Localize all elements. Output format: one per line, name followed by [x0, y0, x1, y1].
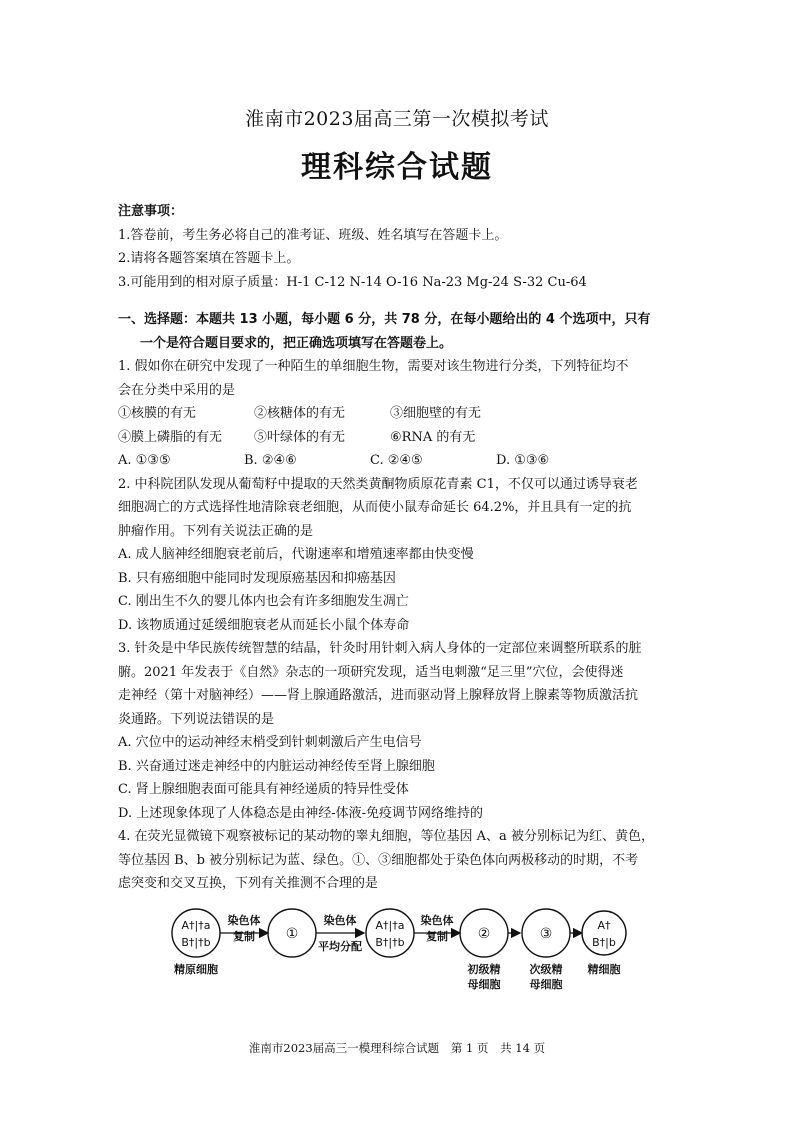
- arrow2-label-top: 染色体: [323, 914, 357, 927]
- sperm-cell: [582, 911, 626, 976]
- arrow3-label-bottom: 复制: [426, 930, 448, 943]
- q1-options: [118, 449, 678, 473]
- section-heading-cont: 一个是符合题目要求的，把正确选项填写在答题卷上。: [140, 335, 453, 351]
- q3-stem: 炎通路。下列说法错误的是: [118, 711, 275, 727]
- page-footer: [0, 1040, 794, 1056]
- cell3-genes-bottom: B†|†b: [375, 936, 405, 949]
- cell1-genes-bottom: B†|†b: [181, 936, 211, 949]
- secondary-spermatocyte: [522, 909, 570, 991]
- q2-option-d: D. 该物质通过延缓细胞衰老从而延长小鼠个体寿命: [118, 617, 410, 633]
- q1-stem: 1. 假如你在研究中发现了一种陌生的单细胞生物，需要对该生物进行分类，下列特征均不: [118, 359, 629, 374]
- q1-features-row: [118, 402, 678, 426]
- cell3-genes-top: A†|†a: [375, 919, 405, 932]
- q3-option-d: D. 上述现象体现了人体稳态是由神经-体液-免疫调节网络维持的: [118, 805, 484, 821]
- q1-option-d: D. ①③⑥: [496, 453, 550, 468]
- cell-1: [268, 909, 316, 957]
- q1-feature: ②核糖体的有无: [254, 406, 346, 421]
- notice-item: 3.可能用到的相对原子质量：H-1 C-12 N-14 O-16 Na-23 Mg-24 S-32 Cu-64: [118, 274, 587, 290]
- q2-option-b: B. 只有癌细胞中能同时发现原癌基因和抑癌基因: [118, 570, 396, 586]
- q1-feature: ④膜上磷脂的有无: [118, 429, 223, 445]
- q1-option-c: C. ②④⑤: [370, 453, 423, 468]
- q4-stem: 4. 在荧光显微镜下观察被标记的某动物的睾丸细胞，等位基因 A、a 被分别标记为红、黄色，: [118, 829, 654, 844]
- cell-2-number: ②: [477, 926, 491, 942]
- exam-title: 淮南市2023届高三第一次模拟考试: [245, 108, 549, 130]
- q1-feature: ⑤叶绿体的有无: [254, 429, 346, 445]
- cell1-label: 精原细胞: [174, 963, 218, 976]
- q2-stem: 2. 中科院团队发现从葡萄籽中提取的天然类黄酮物质原花青素 C1，不仅可以通过诱导衰老: [118, 476, 638, 492]
- arrow1-label-top: 染色体: [227, 914, 261, 927]
- cell-last-genes-top: A†: [597, 919, 611, 932]
- cell-1-number: ①: [285, 926, 299, 942]
- q3-stem: 3. 针灸是中华民族传统智慧的结晶，针灸时用针刺入病人身体的一定部位来调整所联系的脏: [118, 641, 642, 656]
- q3-stem: 腑。2021 年发表于《自然》杂志的一项研究发现，适当电刺激“足三里”穴位，会使得迷: [118, 664, 624, 680]
- footer-total: 共 14 页: [500, 1041, 546, 1055]
- q2-option-c: C. 刚出生不久的婴儿体内也会有许多细胞发生凋亡: [118, 594, 409, 609]
- q1-feature: ⑥RNA 的有无: [390, 429, 476, 445]
- q2-stem: 细胞凋亡的方式选择性地清除衰老细胞，从而使小鼠寿命延长 64.2%，并且具有一定的抗: [118, 500, 632, 515]
- cell-last-label: 精细胞: [587, 963, 621, 976]
- footer-title: 淮南市2023届高三一模理科综合试题: [248, 1041, 440, 1055]
- q1-features-row: [118, 426, 678, 450]
- q1-option-a: A. ①③⑤: [118, 453, 171, 468]
- spermatogonium-cell: [172, 909, 220, 976]
- notice-heading: 注意事项：: [118, 204, 184, 219]
- q1-option-b: B. ②④⑥: [244, 453, 297, 468]
- cell-3-label: 母细胞: [529, 978, 563, 991]
- daughter-cell: [366, 909, 414, 957]
- exam-subtitle: 理科综合试题: [301, 150, 493, 185]
- cell-2-label: 母细胞: [467, 978, 501, 991]
- footer-page: 第 1 页: [450, 1041, 489, 1055]
- arrow2-label-bottom: 平均分配: [318, 940, 362, 953]
- notice-item: 2.请将各题答案填在答题卡上。: [118, 251, 300, 266]
- exam-content: [118, 200, 678, 896]
- q4-stem: 虑突变和交叉互换，下列有关推测不合理的是: [118, 876, 379, 891]
- q4-stem: 等位基因 B、b 被分别标记为蓝、绿色。①、③细胞都处于染色体向两极移动的时期，不考: [118, 852, 639, 868]
- cell-2-label: 初级精: [467, 963, 501, 976]
- q1-stem: 会在分类中采用的是: [118, 382, 236, 398]
- q1-feature: ①核膜的有无: [118, 406, 197, 421]
- cell-3-label: 次级精: [529, 963, 563, 976]
- meiosis-diagram: [168, 905, 628, 995]
- q2-option-a: A. 成人脑神经细胞衰老前后，代谢速率和增殖速率都由快变慢: [118, 547, 474, 562]
- q3-stem: 走神经（第十对脑神经）——肾上腺通路激活，进而驱动肾上腺释放肾上腺素等物质激活抗: [118, 688, 639, 703]
- cell1-genes-top: A†|†a: [181, 919, 211, 932]
- q3-option-c: C. 肾上腺细胞表面可能具有神经递质的特异性受体: [118, 782, 409, 797]
- q3-option-b: B. 兴奋通过迷走神经中的内脏运动神经传至肾上腺细胞: [118, 758, 435, 774]
- cell-3-number: ③: [539, 926, 553, 942]
- primary-spermatocyte: [460, 909, 508, 991]
- notice-item: 1.答卷前，考生务必将自己的准考证、班级、姓名填写在答题卡上。: [118, 227, 508, 243]
- q2-stem: 肿瘤作用。下列有关说法正确的是: [118, 523, 314, 539]
- q3-option-a: A. 穴位中的运动神经末梢受到针刺刺激后产生电信号: [118, 735, 422, 750]
- section-heading: 一、选择题：本题共 13 小题，每小题 6 分，共 78 分，在每小题给出的 4 个选项中，只有: [118, 312, 651, 327]
- arrow1-label-bottom: 复制: [233, 930, 255, 943]
- cell-last-genes-bottom: B†|b: [592, 936, 616, 949]
- arrow3-label-top: 染色体: [420, 914, 454, 927]
- q1-feature: ③细胞壁的有无: [390, 406, 482, 421]
